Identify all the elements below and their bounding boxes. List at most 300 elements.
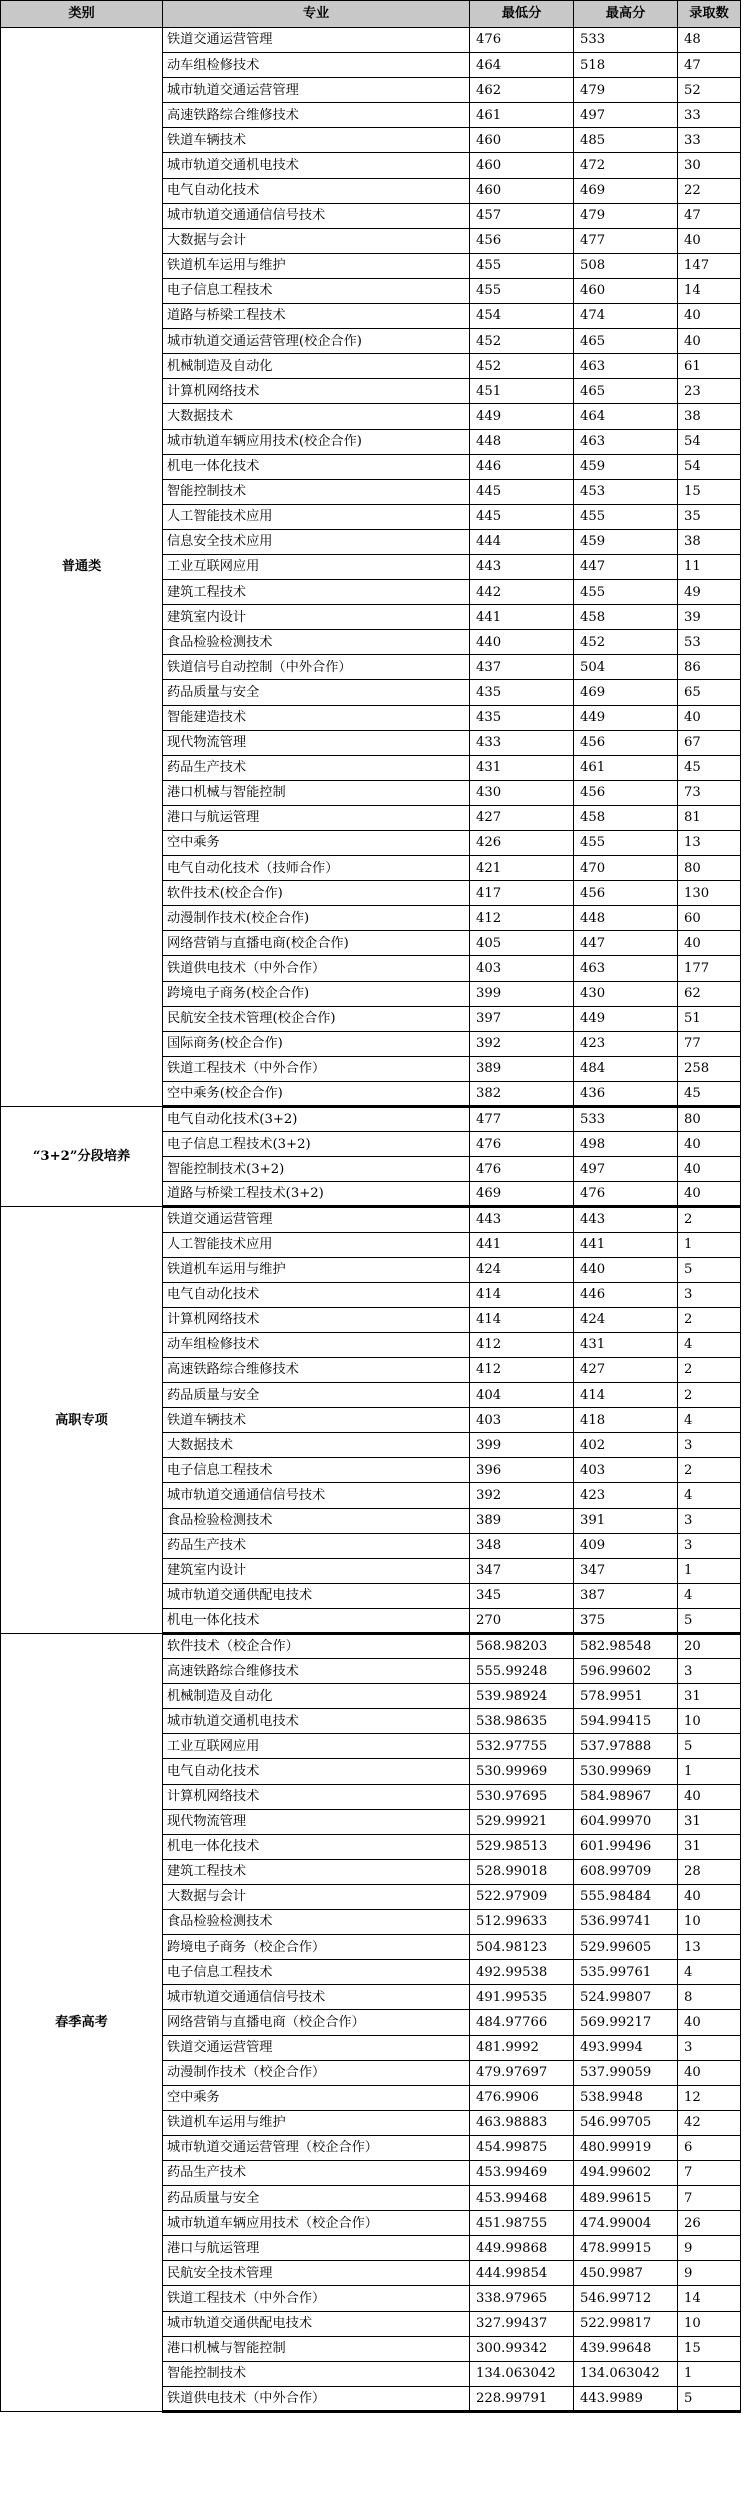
max-score-cell: 522.99817 (574, 2311, 678, 2336)
max-score-cell: 458 (574, 805, 678, 830)
max-score-cell: 447 (574, 554, 678, 579)
min-score-cell: 555.99248 (470, 1659, 574, 1684)
min-score-cell: 347 (470, 1558, 574, 1583)
major-cell: 建筑室内设计 (163, 1558, 470, 1583)
count-cell: 80 (678, 856, 741, 881)
min-score-cell: 382 (470, 1081, 574, 1106)
count-cell: 31 (678, 1834, 741, 1859)
count-cell: 10 (678, 2311, 741, 2336)
min-score-cell: 421 (470, 856, 574, 881)
major-cell: 大数据技术 (163, 404, 470, 429)
min-score-cell: 435 (470, 705, 574, 730)
max-score-cell: 469 (574, 178, 678, 203)
max-score-cell: 423 (574, 1483, 678, 1508)
max-score-cell: 479 (574, 203, 678, 228)
count-cell: 1 (678, 1759, 741, 1784)
max-score-cell: 546.99712 (574, 2286, 678, 2311)
min-score-cell: 134.063042 (470, 2361, 574, 2386)
max-score-cell: 504 (574, 655, 678, 680)
min-score-cell: 453.99469 (470, 2160, 574, 2185)
major-cell: 食品检验检测技术 (163, 1910, 470, 1935)
major-cell: 城市轨道交通通信信号技术 (163, 1985, 470, 2010)
max-score-cell: 427 (574, 1357, 678, 1382)
max-score-cell: 497 (574, 103, 678, 128)
major-cell: 电气自动化技术 (163, 1282, 470, 1307)
major-cell: 工业互联网应用 (163, 554, 470, 579)
major-cell: 智能控制技术 (163, 2361, 470, 2386)
min-score-cell: 449 (470, 404, 574, 429)
count-cell: 5 (678, 1257, 741, 1282)
count-cell: 38 (678, 529, 741, 554)
max-score-cell: 469 (574, 680, 678, 705)
major-cell: 铁道信号自动控制（中外合作） (163, 655, 470, 680)
count-cell: 39 (678, 605, 741, 630)
major-cell: 民航安全技术管理(校企合作) (163, 1006, 470, 1031)
major-cell: 城市轨道交通机电技术 (163, 153, 470, 178)
min-score-cell: 440 (470, 630, 574, 655)
count-cell: 5 (678, 1608, 741, 1633)
max-score-cell: 530.99969 (574, 1759, 678, 1784)
count-cell: 258 (678, 1056, 741, 1081)
major-cell: 铁道车辆技术 (163, 128, 470, 153)
count-cell: 13 (678, 1935, 741, 1960)
count-cell: 9 (678, 2261, 741, 2286)
max-score-cell: 456 (574, 730, 678, 755)
major-cell: 港口与航运管理 (163, 805, 470, 830)
min-score-cell: 403 (470, 956, 574, 981)
max-score-cell: 448 (574, 906, 678, 931)
max-score-cell: 456 (574, 881, 678, 906)
major-cell: 软件技术(校企合作) (163, 881, 470, 906)
min-score-cell: 512.99633 (470, 1910, 574, 1935)
major-cell: 铁道机车运用与维护 (163, 1257, 470, 1282)
min-score-cell: 345 (470, 1583, 574, 1608)
count-cell: 3 (678, 1659, 741, 1684)
major-cell: 药品质量与安全 (163, 2186, 470, 2211)
max-score-cell: 608.99709 (574, 1859, 678, 1884)
max-score-cell: 443 (574, 1207, 678, 1232)
max-score-cell: 484 (574, 1056, 678, 1081)
min-score-cell: 430 (470, 780, 574, 805)
count-cell: 13 (678, 831, 741, 856)
max-score-cell: 538.9948 (574, 2085, 678, 2110)
major-cell: 动漫制作技术(校企合作) (163, 906, 470, 931)
min-score-cell: 539.98924 (470, 1684, 574, 1709)
min-score-cell: 461 (470, 103, 574, 128)
major-cell: 计算机网络技术 (163, 1784, 470, 1809)
count-cell: 80 (678, 1107, 741, 1132)
count-cell: 130 (678, 881, 741, 906)
major-cell: 计算机网络技术 (163, 379, 470, 404)
count-cell: 4 (678, 1583, 741, 1608)
major-cell: 城市轨道车辆应用技术（校企合作） (163, 2211, 470, 2236)
count-cell: 42 (678, 2110, 741, 2135)
major-cell: 空中乘务 (163, 2085, 470, 2110)
min-score-cell: 528.99018 (470, 1859, 574, 1884)
count-cell: 54 (678, 429, 741, 454)
count-cell: 12 (678, 2085, 741, 2110)
count-cell: 40 (678, 2010, 741, 2035)
major-cell: 动车组检修技术 (163, 1332, 470, 1357)
major-cell: 药品生产技术 (163, 755, 470, 780)
major-cell: 城市轨道交通供配电技术 (163, 2311, 470, 2336)
min-score-cell: 448 (470, 429, 574, 454)
count-cell: 40 (678, 931, 741, 956)
max-score-cell: 134.063042 (574, 2361, 678, 2386)
major-cell: 人工智能技术应用 (163, 504, 470, 529)
major-cell: 智能控制技术(3+2) (163, 1157, 470, 1182)
max-score-cell: 436 (574, 1081, 678, 1106)
min-score-cell: 441 (470, 605, 574, 630)
max-score-cell: 537.97888 (574, 1734, 678, 1759)
min-score-cell: 412 (470, 1332, 574, 1357)
major-cell: 建筑工程技术 (163, 1859, 470, 1884)
count-cell: 28 (678, 1859, 741, 1884)
max-score-cell: 403 (574, 1458, 678, 1483)
major-cell: 铁道车辆技术 (163, 1408, 470, 1433)
major-cell: 城市轨道交通机电技术 (163, 1709, 470, 1734)
count-cell: 15 (678, 2336, 741, 2361)
max-score-cell: 474 (574, 304, 678, 329)
max-score-cell: 518 (574, 53, 678, 78)
count-cell: 40 (678, 1132, 741, 1157)
min-score-cell: 338.97965 (470, 2286, 574, 2311)
major-cell: 软件技术（校企合作） (163, 1634, 470, 1659)
major-cell: 动车组检修技术 (163, 53, 470, 78)
count-cell: 49 (678, 580, 741, 605)
major-cell: 电气自动化技术(3+2) (163, 1107, 470, 1132)
major-cell: 药品生产技术 (163, 1533, 470, 1558)
major-cell: 大数据技术 (163, 1433, 470, 1458)
min-score-cell: 414 (470, 1282, 574, 1307)
min-score-cell: 437 (470, 655, 574, 680)
count-cell: 31 (678, 1684, 741, 1709)
max-score-cell: 476 (574, 1182, 678, 1207)
max-score-cell: 414 (574, 1383, 678, 1408)
max-score-cell: 474.99004 (574, 2211, 678, 2236)
major-cell: 空中乘务 (163, 831, 470, 856)
max-score-cell: 537.99059 (574, 2060, 678, 2085)
max-score-cell: 508 (574, 253, 678, 278)
min-score-cell: 396 (470, 1458, 574, 1483)
min-score-cell: 455 (470, 253, 574, 278)
min-score-cell: 460 (470, 178, 574, 203)
min-score-cell: 446 (470, 454, 574, 479)
max-score-cell: 465 (574, 379, 678, 404)
min-score-cell: 403 (470, 1408, 574, 1433)
major-cell: 药品生产技术 (163, 2160, 470, 2185)
min-score-cell: 453.99468 (470, 2186, 574, 2211)
category-cell: 普通类 (1, 28, 163, 1107)
count-cell: 26 (678, 2211, 741, 2236)
max-score-cell: 453 (574, 479, 678, 504)
max-score-cell: 604.99970 (574, 1809, 678, 1834)
count-cell: 30 (678, 153, 741, 178)
major-cell: 智能控制技术 (163, 479, 470, 504)
min-score-cell: 530.99969 (470, 1759, 574, 1784)
max-score-cell: 493.9994 (574, 2035, 678, 2060)
count-cell: 1 (678, 1232, 741, 1257)
count-cell: 2 (678, 1383, 741, 1408)
min-score-cell: 457 (470, 203, 574, 228)
min-score-cell: 389 (470, 1508, 574, 1533)
count-cell: 47 (678, 203, 741, 228)
min-score-cell: 443 (470, 554, 574, 579)
max-score-cell: 470 (574, 856, 678, 881)
min-score-cell: 454.99875 (470, 2135, 574, 2160)
count-cell: 2 (678, 1307, 741, 1332)
major-cell: 人工智能技术应用 (163, 1232, 470, 1257)
count-cell: 35 (678, 504, 741, 529)
min-score-cell: 463.98883 (470, 2110, 574, 2135)
min-score-cell: 529.98513 (470, 1834, 574, 1859)
min-score-cell: 228.99791 (470, 2386, 574, 2411)
max-score-cell: 375 (574, 1608, 678, 1633)
count-cell: 52 (678, 78, 741, 103)
min-score-cell: 451 (470, 379, 574, 404)
major-cell: 港口机械与智能控制 (163, 780, 470, 805)
max-score-cell: 533 (574, 28, 678, 53)
major-cell: 高速铁路综合维修技术 (163, 1357, 470, 1382)
min-score-cell: 399 (470, 981, 574, 1006)
count-cell: 3 (678, 1282, 741, 1307)
major-cell: 机械制造及自动化 (163, 1684, 470, 1709)
min-score-cell: 492.99538 (470, 1960, 574, 1985)
count-cell: 7 (678, 2186, 741, 2211)
major-cell: 工业互联网应用 (163, 1734, 470, 1759)
max-score-cell: 424 (574, 1307, 678, 1332)
category-group (1, 1107, 741, 1207)
min-score-cell: 454 (470, 304, 574, 329)
min-score-cell: 476 (470, 1157, 574, 1182)
category-group (1, 1207, 741, 1634)
major-cell: 网络营销与直播电商（校企合作） (163, 2010, 470, 2035)
major-cell: 国际商务(校企合作) (163, 1031, 470, 1056)
min-score-cell: 460 (470, 153, 574, 178)
count-cell: 177 (678, 956, 741, 981)
max-score-cell: 480.99919 (574, 2135, 678, 2160)
category-group (1, 28, 741, 1107)
min-score-cell: 445 (470, 504, 574, 529)
max-score-cell: 485 (574, 128, 678, 153)
min-score-cell: 348 (470, 1533, 574, 1558)
count-cell: 40 (678, 1784, 741, 1809)
count-cell: 65 (678, 680, 741, 705)
count-cell: 48 (678, 28, 741, 53)
min-score-cell: 445 (470, 479, 574, 504)
major-cell: 城市轨道交通通信信号技术 (163, 1483, 470, 1508)
min-score-cell: 412 (470, 906, 574, 931)
major-cell: 城市轨道交通通信信号技术 (163, 203, 470, 228)
min-score-cell: 424 (470, 1257, 574, 1282)
min-score-cell: 538.98635 (470, 1709, 574, 1734)
min-score-cell: 412 (470, 1357, 574, 1382)
major-cell: 机电一体化技术 (163, 1608, 470, 1633)
count-cell: 40 (678, 1884, 741, 1909)
min-score-cell: 476.9906 (470, 2085, 574, 2110)
count-cell: 4 (678, 1332, 741, 1357)
max-score-cell: 456 (574, 780, 678, 805)
major-cell: 电子信息工程技术 (163, 1960, 470, 1985)
count-cell: 147 (678, 253, 741, 278)
min-score-cell: 456 (470, 228, 574, 253)
major-cell: 城市轨道车辆应用技术(校企合作) (163, 429, 470, 454)
max-score-cell: 569.99217 (574, 2010, 678, 2035)
max-score-cell: 391 (574, 1508, 678, 1533)
count-cell: 14 (678, 278, 741, 303)
max-score-cell: 498 (574, 1132, 678, 1157)
count-cell: 67 (678, 730, 741, 755)
count-cell: 2 (678, 1207, 741, 1232)
major-cell: 机械制造及自动化 (163, 354, 470, 379)
table-row (1, 1207, 741, 1232)
table-row (1, 1634, 741, 1659)
header-min-score: 最低分 (470, 1, 574, 28)
major-cell: 港口机械与智能控制 (163, 2336, 470, 2361)
max-score-cell: 555.98484 (574, 1884, 678, 1909)
major-cell: 机电一体化技术 (163, 454, 470, 479)
major-cell: 计算机网络技术 (163, 1307, 470, 1332)
count-cell: 3 (678, 1533, 741, 1558)
max-score-cell: 460 (574, 278, 678, 303)
max-score-cell: 423 (574, 1031, 678, 1056)
min-score-cell: 476 (470, 1132, 574, 1157)
min-score-cell: 426 (470, 831, 574, 856)
min-score-cell: 443 (470, 1207, 574, 1232)
count-cell: 60 (678, 906, 741, 931)
min-score-cell: 522.97909 (470, 1884, 574, 1909)
min-score-cell: 469 (470, 1182, 574, 1207)
max-score-cell: 458 (574, 605, 678, 630)
major-cell: 铁道交通运营管理 (163, 2035, 470, 2060)
count-cell: 40 (678, 1157, 741, 1182)
major-cell: 民航安全技术管理 (163, 2261, 470, 2286)
count-cell: 40 (678, 304, 741, 329)
count-cell: 2 (678, 1458, 741, 1483)
count-cell: 73 (678, 780, 741, 805)
count-cell: 1 (678, 1558, 741, 1583)
major-cell: 港口与航运管理 (163, 2236, 470, 2261)
max-score-cell: 441 (574, 1232, 678, 1257)
major-cell: 电子信息工程技术(3+2) (163, 1132, 470, 1157)
major-cell: 智能建造技术 (163, 705, 470, 730)
max-score-cell: 536.99741 (574, 1910, 678, 1935)
count-cell: 5 (678, 1734, 741, 1759)
major-cell: 大数据与会计 (163, 1884, 470, 1909)
max-score-cell: 449 (574, 1006, 678, 1031)
major-cell: 道路与桥梁工程技术 (163, 304, 470, 329)
count-cell: 15 (678, 479, 741, 504)
major-cell: 城市轨道交通运营管理（校企合作） (163, 2135, 470, 2160)
count-cell: 61 (678, 354, 741, 379)
category-cell: “3+2”分段培养 (1, 1107, 163, 1207)
major-cell: 现代物流管理 (163, 730, 470, 755)
min-score-cell: 441 (470, 1232, 574, 1257)
major-cell: 城市轨道交通供配电技术 (163, 1583, 470, 1608)
major-cell: 电气自动化技术 (163, 178, 470, 203)
header-max-score: 最高分 (574, 1, 678, 28)
count-cell: 4 (678, 1408, 741, 1433)
max-score-cell: 409 (574, 1533, 678, 1558)
major-cell: 城市轨道交通运营管理 (163, 78, 470, 103)
min-score-cell: 392 (470, 1031, 574, 1056)
count-cell: 31 (678, 1809, 741, 1834)
major-cell: 大数据与会计 (163, 228, 470, 253)
major-cell: 铁道交通运营管理 (163, 28, 470, 53)
max-score-cell: 533 (574, 1107, 678, 1132)
major-cell: 电气自动化技术 (163, 1759, 470, 1784)
min-score-cell: 444 (470, 529, 574, 554)
header-row (1, 1, 741, 28)
count-cell: 77 (678, 1031, 741, 1056)
major-cell: 信息安全技术应用 (163, 529, 470, 554)
count-cell: 23 (678, 379, 741, 404)
max-score-cell: 494.99602 (574, 2160, 678, 2185)
major-cell: 跨境电子商务（校企合作） (163, 1935, 470, 1960)
max-score-cell: 465 (574, 329, 678, 354)
min-score-cell: 529.99921 (470, 1809, 574, 1834)
max-score-cell: 479 (574, 78, 678, 103)
max-score-cell: 446 (574, 1282, 678, 1307)
major-cell: 药品质量与安全 (163, 680, 470, 705)
max-score-cell: 459 (574, 454, 678, 479)
max-score-cell: 439.99648 (574, 2336, 678, 2361)
min-score-cell: 427 (470, 805, 574, 830)
min-score-cell: 270 (470, 1608, 574, 1633)
min-score-cell: 451.98755 (470, 2211, 574, 2236)
major-cell: 空中乘务(校企合作) (163, 1081, 470, 1106)
count-cell: 81 (678, 805, 741, 830)
max-score-cell: 447 (574, 931, 678, 956)
count-cell: 2 (678, 1357, 741, 1382)
min-score-cell: 417 (470, 881, 574, 906)
count-cell: 3 (678, 1508, 741, 1533)
max-score-cell: 524.99807 (574, 1985, 678, 2010)
min-score-cell: 392 (470, 1483, 574, 1508)
max-score-cell: 529.99605 (574, 1935, 678, 1960)
min-score-cell: 477 (470, 1107, 574, 1132)
count-cell: 14 (678, 2286, 741, 2311)
min-score-cell: 397 (470, 1006, 574, 1031)
max-score-cell: 601.99496 (574, 1834, 678, 1859)
count-cell: 40 (678, 2060, 741, 2085)
max-score-cell: 578.9951 (574, 1684, 678, 1709)
max-score-cell: 347 (574, 1558, 678, 1583)
major-cell: 动漫制作技术（校企合作） (163, 2060, 470, 2085)
count-cell: 47 (678, 53, 741, 78)
major-cell: 铁道工程技术（中外合作） (163, 1056, 470, 1081)
major-cell: 铁道交通运营管理 (163, 1207, 470, 1232)
count-cell: 7 (678, 2160, 741, 2185)
min-score-cell: 532.97755 (470, 1734, 574, 1759)
min-score-cell: 449.99868 (470, 2236, 574, 2261)
count-cell: 53 (678, 630, 741, 655)
count-cell: 6 (678, 2135, 741, 2160)
major-cell: 药品质量与安全 (163, 1383, 470, 1408)
min-score-cell: 389 (470, 1056, 574, 1081)
major-cell: 电气自动化技术（技师合作） (163, 856, 470, 881)
max-score-cell: 463 (574, 354, 678, 379)
max-score-cell: 455 (574, 580, 678, 605)
min-score-cell: 327.99437 (470, 2311, 574, 2336)
header-count: 录取数 (678, 1, 741, 28)
min-score-cell: 435 (470, 680, 574, 705)
major-cell: 铁道工程技术（中外合作） (163, 2286, 470, 2311)
max-score-cell: 596.99602 (574, 1659, 678, 1684)
major-cell: 网络营销与直播电商(校企合作) (163, 931, 470, 956)
major-cell: 铁道供电技术（中外合作） (163, 2386, 470, 2411)
max-score-cell: 497 (574, 1157, 678, 1182)
